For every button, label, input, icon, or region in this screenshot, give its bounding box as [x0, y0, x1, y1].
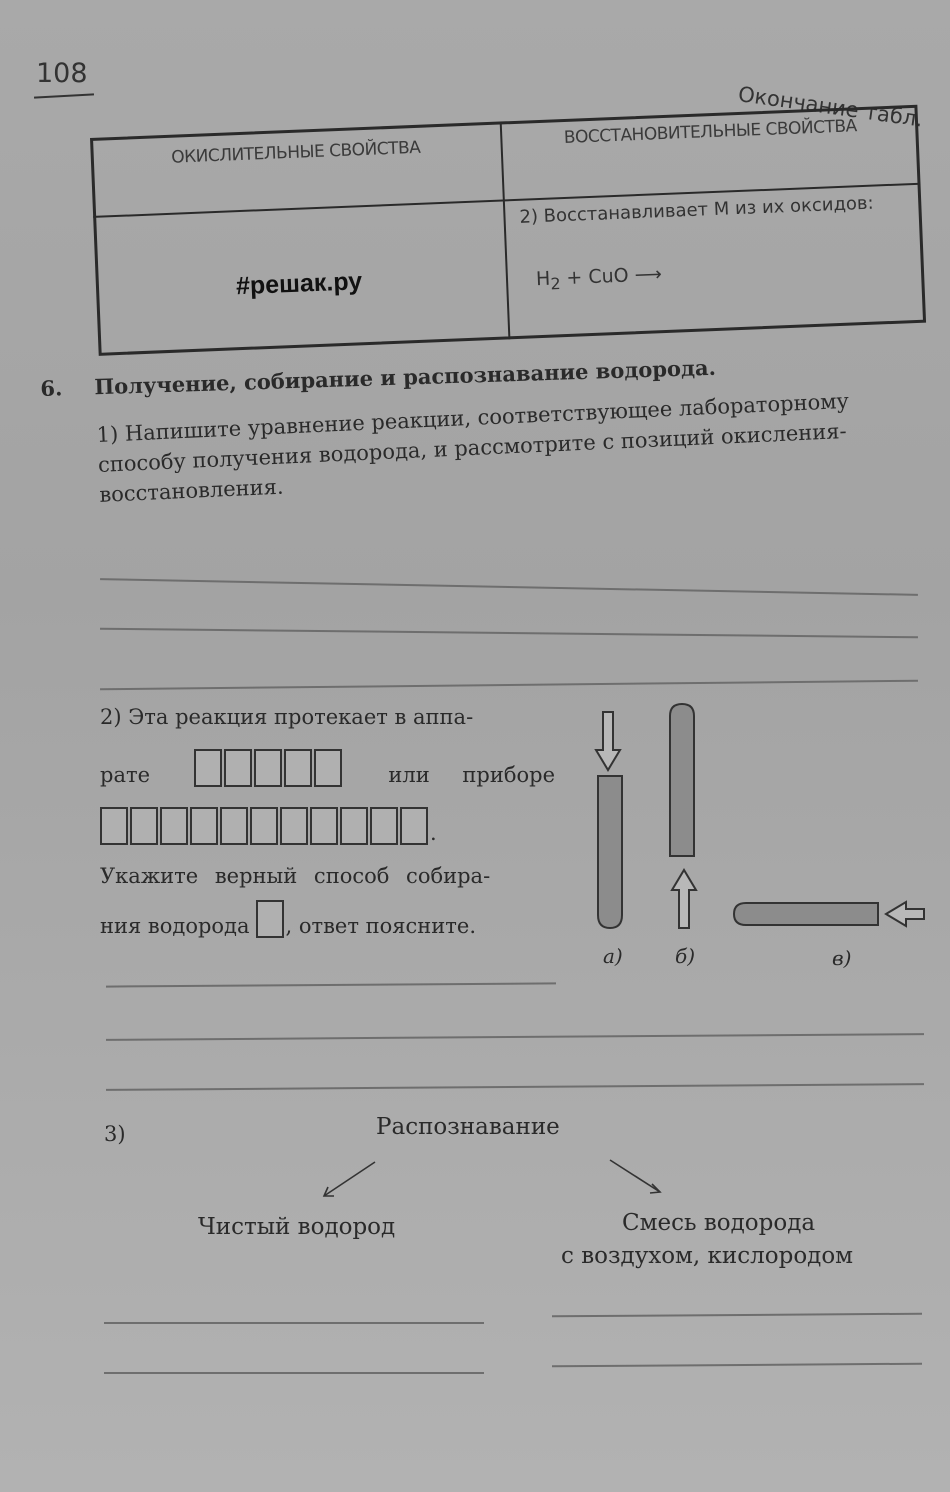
arrow-up-icon	[672, 870, 696, 928]
recognition-heading: Распознавание	[376, 1114, 560, 1140]
equation-reactant-2: CuO	[587, 264, 630, 289]
figure-label-b: б)	[675, 944, 696, 968]
q2-text-line-3: Укажите верный способ собира-	[100, 864, 491, 888]
test-tube-b	[670, 704, 694, 856]
page-number: 108	[36, 58, 88, 89]
q2-word-rate: рате	[100, 763, 151, 787]
question-3-number: 3)	[104, 1122, 126, 1146]
q2-text-line-4-end: , ответ поясните.	[285, 914, 477, 938]
q2-word-or-device: или приборе	[388, 763, 555, 787]
q2-text-line-4-start: ния водорода	[100, 914, 250, 938]
answer-line[interactable]	[106, 1033, 924, 1040]
answer-line[interactable]	[552, 1313, 922, 1317]
answer-line[interactable]	[106, 1083, 924, 1090]
equation-reactant-1: H	[535, 267, 551, 291]
q2-text-line-1: 2) Эта реакция протекает в аппа-	[100, 705, 474, 729]
figure-label-c: в)	[832, 946, 852, 970]
mixture-label-line-1: Смесь водорода	[622, 1210, 816, 1236]
equation-plus: +	[559, 266, 589, 290]
table-header-oxidizing: ОКИСЛИТЕЛЬНЫЕ СВОЙСТВА	[170, 137, 421, 168]
recognition-branch-arrows	[300, 1150, 680, 1210]
arrow-down-left-icon	[324, 1162, 375, 1196]
answer-line[interactable]	[104, 1372, 484, 1374]
task-title: Получение, собирание и распознавание водорода.	[93, 354, 717, 400]
arrow-down-right-icon	[610, 1160, 660, 1193]
equation-arrow: ⟶	[634, 263, 663, 287]
table-header-reducing: ВОССТАНОВИТЕЛЬНЫЕ СВОЙСТВА	[563, 116, 858, 148]
watermark: #решак.ру	[235, 267, 363, 301]
test-tube-c	[734, 903, 878, 925]
question-1: 1) Напишите уравнение реакции, соответствующее лабораторному способу получения водорода, и рассмотрите с позиций окисления-восстановления.	[96, 388, 850, 507]
test-tube-a	[598, 776, 622, 928]
figure-label-a: а)	[603, 944, 623, 968]
mixture-label-line-2: с воздухом, кислородом	[561, 1243, 854, 1269]
answer-line[interactable]	[104, 1322, 484, 1324]
pure-hydrogen-label: Чистый водород	[198, 1214, 396, 1240]
table-item-2: 2) Восстанавливает М из их оксидов:	[519, 192, 874, 228]
q2-period: .	[430, 821, 437, 845]
continuation-note: Окончание табл.	[736, 82, 925, 132]
equation-subscript: 2	[550, 274, 561, 294]
arrow-left-icon	[886, 902, 924, 926]
answer-line[interactable]	[552, 1363, 922, 1367]
task-number: 6.	[40, 375, 63, 401]
arrow-down-icon	[596, 712, 620, 770]
